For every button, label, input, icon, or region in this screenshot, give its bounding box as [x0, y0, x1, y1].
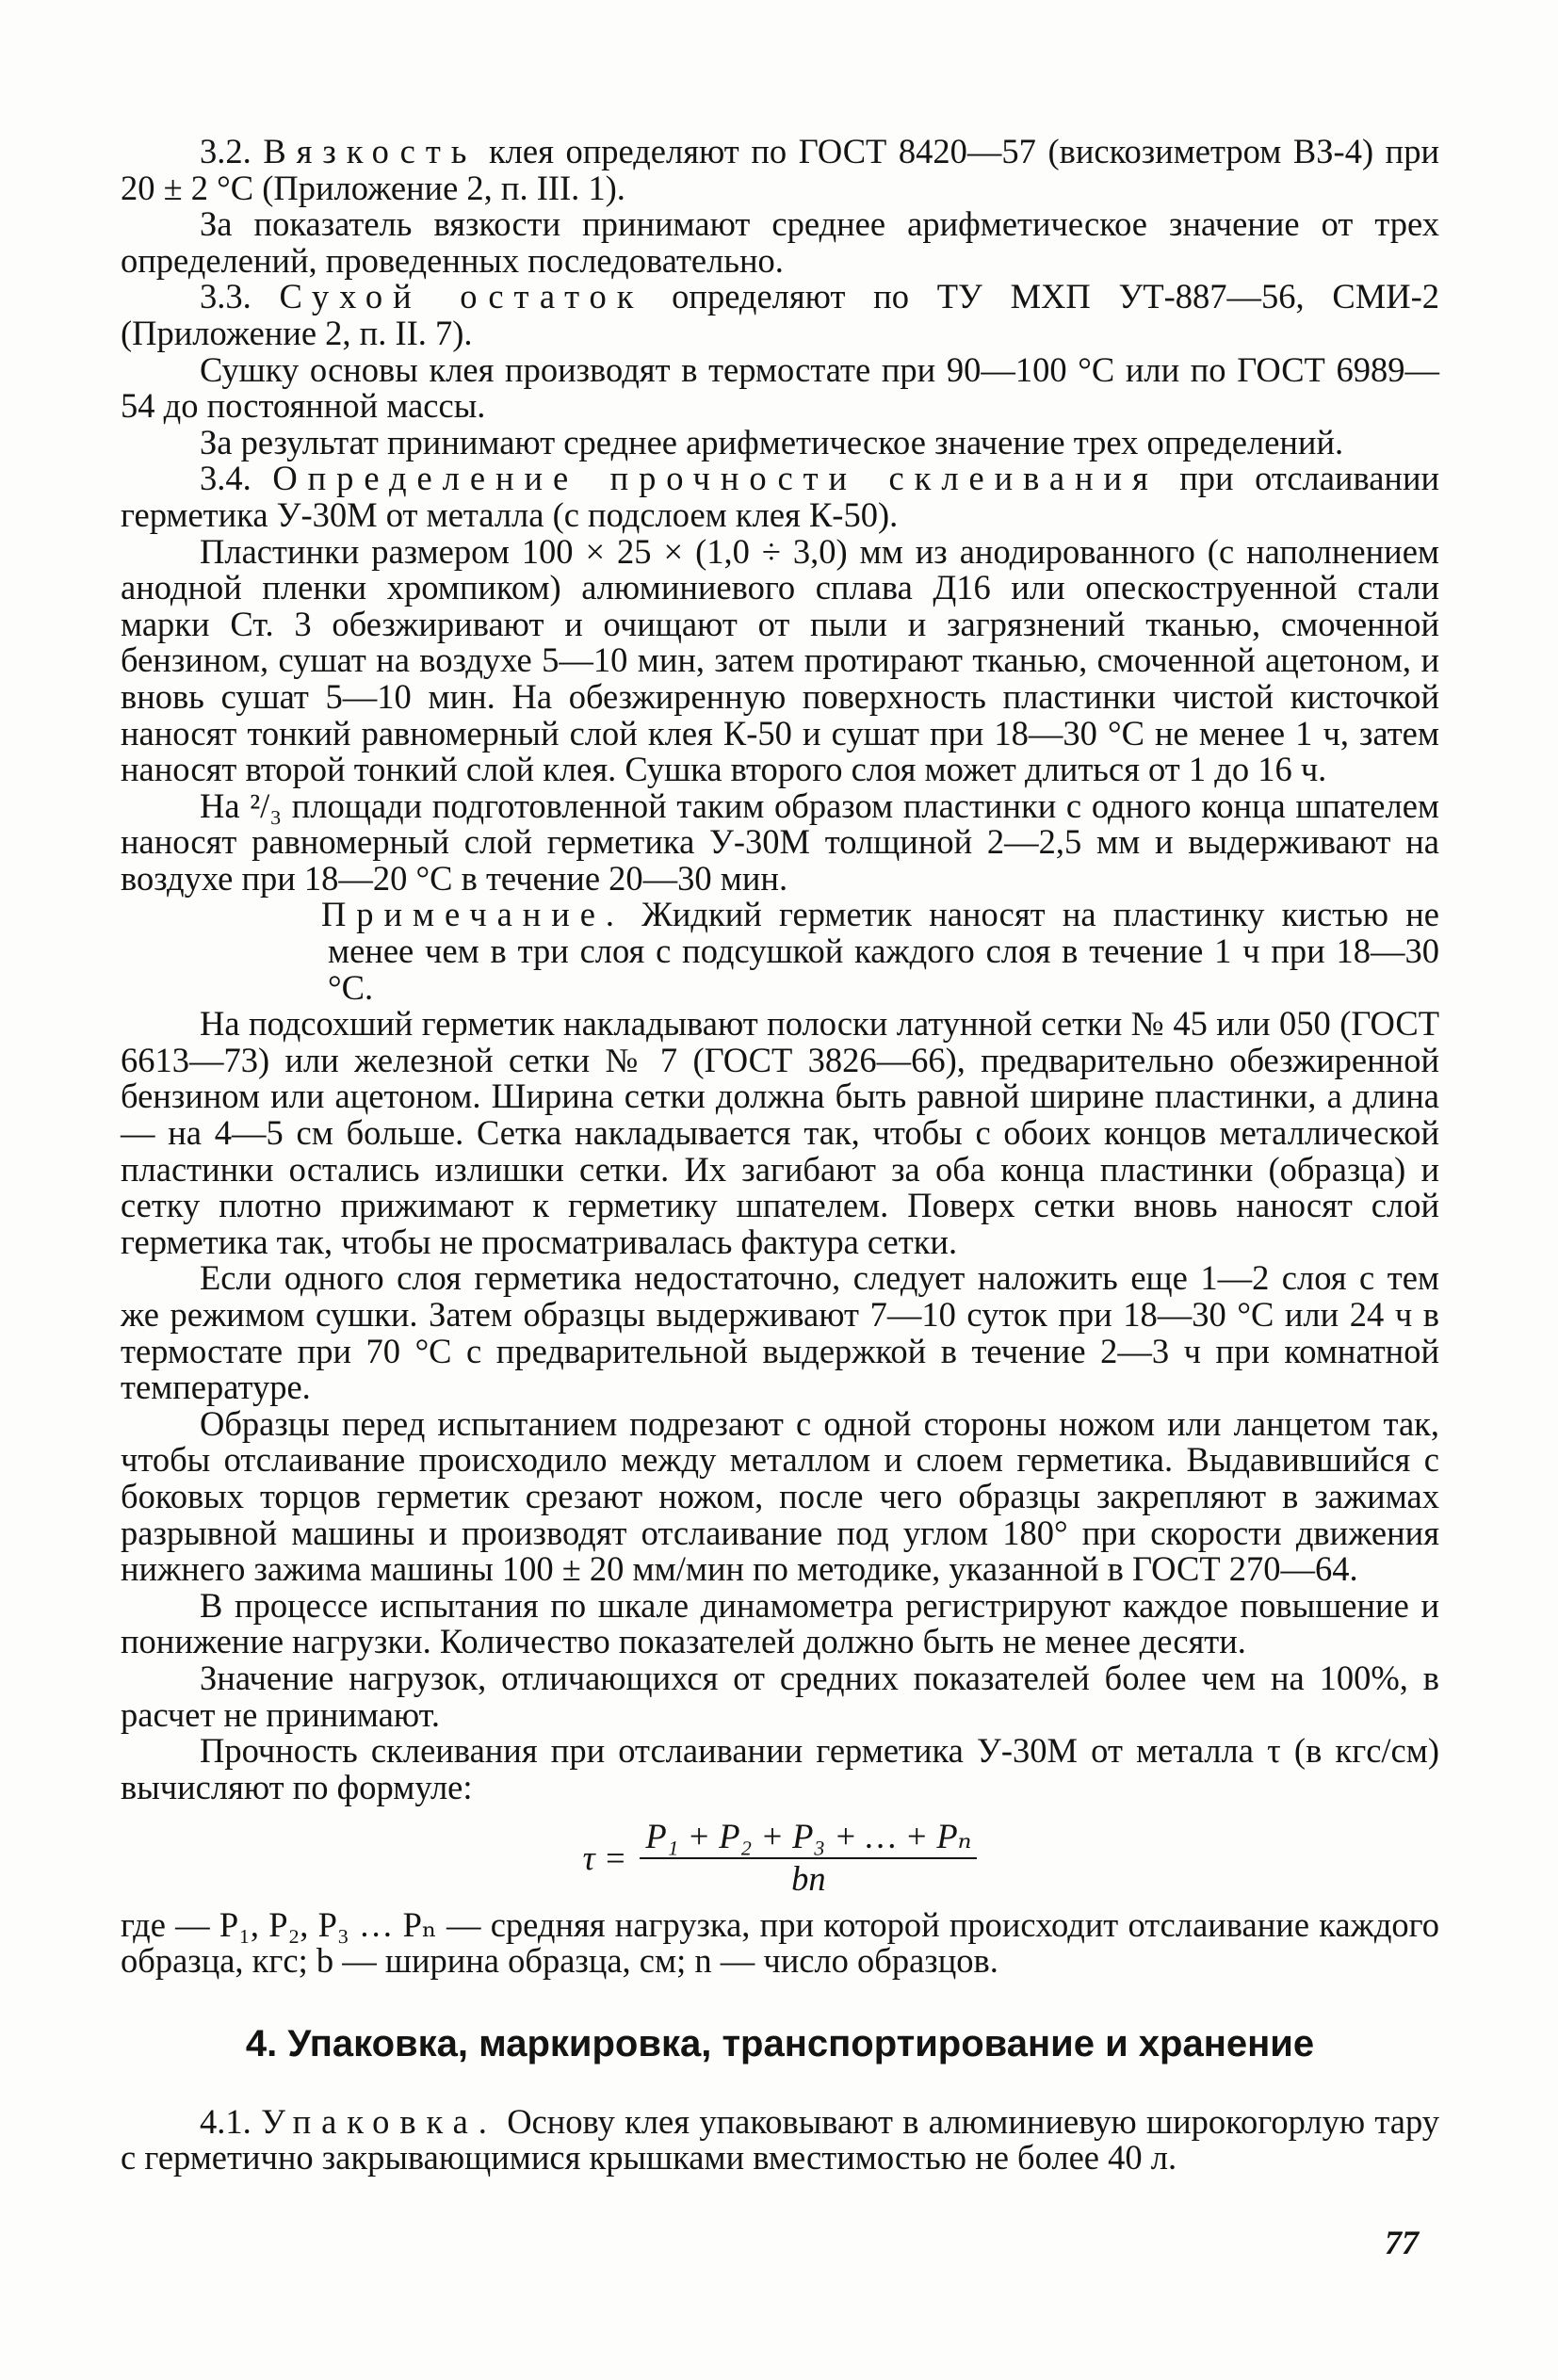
- paragraph-samples: Образцы перед испытанием подрезают с одной стороны ножом или ланцетом так, чтобы отслаивание происходило между металлом и слоем герметика. Выдавившийся с боковых торцов герметик срезают ножом, после чего образцы закрепляют в зажимах разрывной машины и производят отслаивание под углом 180° при скорости движения нижнего зажима машины 100 ± 20 мм/мин по методике, указанной в ГОСТ 270—64.: [121, 1403, 1439, 1589]
- clause-term: Упаковка.: [261, 2101, 497, 2141]
- paragraph-where: где — P₁, P₂, P₃ … Pₙ — средняя нагрузка, при которой происходит отслаивание каждого образца, кгс; b — ширина образца, см; n — число образцов.: [121, 1904, 1439, 1981]
- clause-number: 3.2.: [200, 132, 252, 170]
- paragraph-loads: Значение нагрузок, отличающихся от средних показателей более чем на 100%, в расчет не принимают.: [121, 1658, 1439, 1734]
- clause-term: Сухой остаток: [279, 277, 644, 316]
- clause-text: клея определяют по ГОСТ 8420—57 (вискозиметром ВЗ-4) при 20 ± 2 °С (Приложение 2, п. III. 1).: [121, 132, 1439, 207]
- paragraph-viscosity-index: За показатель вязкости принимают среднее арифметическое значение от трех определений, проведенных последовательно.: [121, 204, 1439, 280]
- formula-numerator: P₁ + P₂ + P₃ + … + Pₙ: [640, 1819, 977, 1859]
- paragraph-extra-layer: Если одного слоя герметика недостаточно, следует наложить еще 1—2 слоя с тем же режимом сушки. Затем образцы выдерживают 7—10 суток при 18—30 °С или 24 ч в термостате при 70 °С с предварительной выдержкой в течение 2—3 ч при комнатной температуре.: [121, 1258, 1439, 1407]
- clause-term: Вязкость: [263, 132, 478, 170]
- clause-number: 4.1.: [200, 2101, 252, 2141]
- paragraph-3-3: [121, 279, 1439, 351]
- paragraph-plates: Пластинки размером 100 × 25 × (1,0 ÷ 3,0) мм из анодированного (с наполнением анодной пленки хромпиком) алюминиевого сплава Д16 или опескоструенной стали марки Ст. 3 обезжиривают и очищают от пыли и загрязнений тканью, смоченной бензином, сушат на воздухе 5—10 мин, затем протирают тканью, смоченной ацетоном, и вновь сушат 5—10 мин. На обезжиренную поверхность пластинки чистой кисточкой наносят тонкий равномерный слой клея К-50 и сушат при 18—30 °С не менее 1 ч, затем наносят второй тонкий слой клея. Сушка второго слоя может длиться от 1 до 16 ч.: [121, 531, 1439, 789]
- note-text: Жидкий герметик наносят на пластинку кистью не менее чем в три слоя с подсушкой каждого слоя в течение 1 ч при 18—30 °С.: [328, 895, 1439, 1007]
- note-heading: Примечание.: [321, 895, 625, 934]
- clause-text: при отслаивании герметика У-30М от металла (с подслоем клея К-50).: [121, 459, 1440, 534]
- clause-term: Определение прочности склеивания: [272, 459, 1159, 498]
- clause-text: Основу клея упаковывают в алюминиевую широкогорлую тару с герметично закрывающимися крышками вместимостью не более 40 л.: [121, 2101, 1440, 2178]
- paragraph-3-2: [121, 134, 1439, 206]
- formula-lhs: τ =: [582, 1838, 627, 1877]
- clause-number: 3.3.: [200, 277, 252, 316]
- page-number: 77: [1385, 2224, 1419, 2261]
- paragraph-drying: Сушку основы клея производят в термостате при 90—100 °С или по ГОСТ 6989—54 до постоянной массы.: [121, 349, 1439, 426]
- note: [321, 895, 1439, 1007]
- paragraph-result: За результат принимают среднее арифметическое значение трех определений.: [200, 422, 1344, 461]
- paragraph-strength: Прочность склеивания при отслаивании герметика У-30М от металла τ (в кгс/см) вычисляют по формуле:: [121, 1731, 1439, 1806]
- formula-fraction: [640, 1819, 977, 1897]
- formula-denominator: bn: [791, 1858, 826, 1898]
- paragraph-mesh: На подсохший герметик накладывают полоски латунной сетки № 45 или 050 (ГОСТ 6613—73) или железной сетки № 7 (ГОСТ 3826—66), предварительно обезжиренной бензином или ацетоном. Ширина сетки должна быть равной ширине пластинки, а длина — на 4—5 см больше. Сетка накладывается так, чтобы с обоих концов металлической пластинки остались излишки сетки. Их загибают за оба конца пластинки (образца) и сетку плотно прижимают к герметику шпателем. Поверх сетки вновь наносят слой герметика так, чтобы не просматривалась фактура сетки.: [121, 1004, 1439, 1261]
- clause-text: определяют по ТУ МХП УТ-887—56, СМИ-2 (Приложение 2, п. II. 7).: [121, 277, 1439, 352]
- paragraph-3-4: [121, 461, 1439, 533]
- page-content: [121, 134, 1439, 2177]
- paragraph-sealant-layer: На ²/₃ площади подготовленной таким образом пластинки с одного конца шпателем наносят равномерный слой герметика У-30М толщиной 2—2,5 мм и выдерживают на воздухе при 18—20 °С в течение 20—30 мин.: [121, 785, 1439, 898]
- paragraph-dynamometer: В процессе испытания по шкале динамометра регистрируют каждое повышение и понижение нагрузки. Количество показателей должно быть не менее десяти.: [121, 1585, 1439, 1661]
- paragraph-4-1: [121, 2101, 1440, 2178]
- section-title: 4. Упаковка, маркировка, транспортирование и хранение: [245, 2022, 1315, 2064]
- formula: [121, 1819, 1439, 1897]
- clause-number: 3.4.: [200, 459, 252, 498]
